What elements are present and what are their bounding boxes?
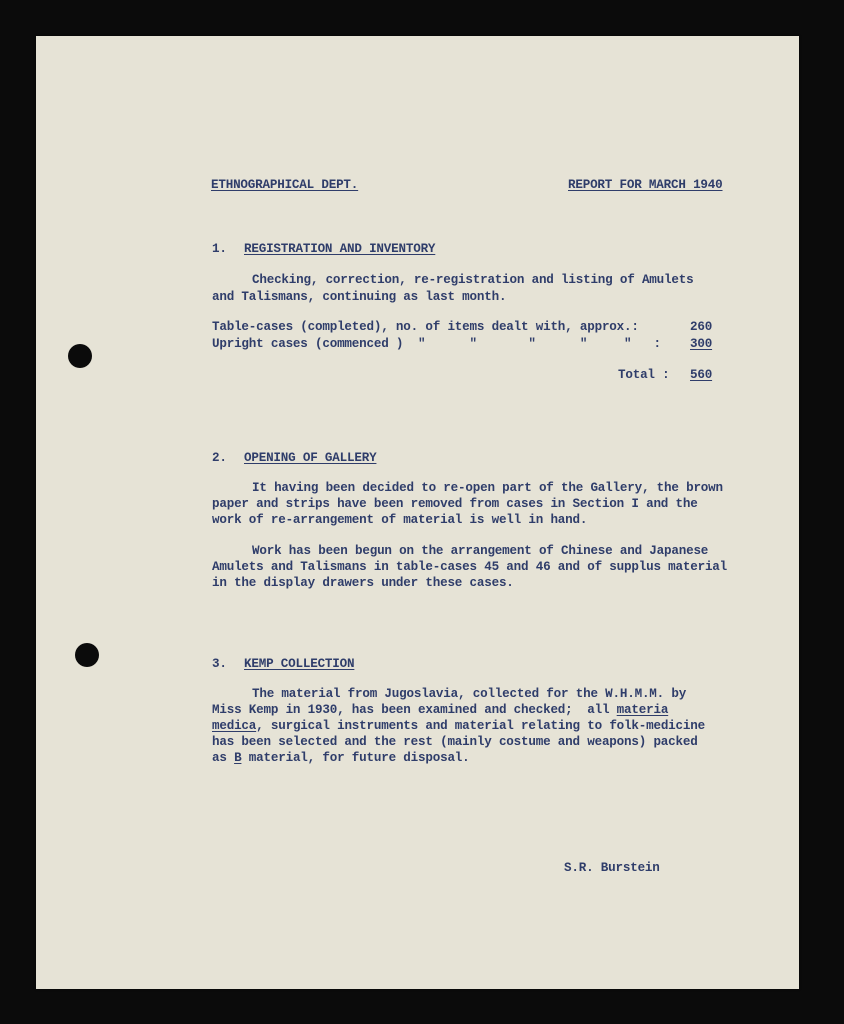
section2-p1-line2: paper and strips have been removed from cases in Section I and the <box>212 497 698 511</box>
section1-number: 1. <box>212 242 227 256</box>
signature: S.R. Burstein <box>564 861 660 875</box>
b-material-letter: B <box>234 751 242 765</box>
section2-title: OPENING OF GALLERY <box>244 451 377 465</box>
section1-para-line2: and Talismans, continuing as last month. <box>212 290 507 304</box>
medica-word: medica <box>212 719 257 733</box>
section2-number: 2. <box>212 451 227 465</box>
section1-para-line1: Checking, correction, re-registration and listing of Amulets <box>252 273 694 287</box>
report-heading: REPORT FOR MARCH 1940 <box>568 178 723 192</box>
table-cases-value: 260 <box>690 320 713 334</box>
total-label: Total : <box>618 368 670 382</box>
section2-p2-line1: Work has been begun on the arrangement of Chinese and Japanese <box>252 544 709 558</box>
section3-line5-a: as <box>212 751 235 765</box>
section3-number: 3. <box>212 657 227 671</box>
section3-line3 <box>212 718 705 734</box>
section2-p2-line3: in the display drawers under these cases. <box>212 576 514 590</box>
document-page <box>36 36 799 989</box>
section3-line5-c: material, for future disposal. <box>241 751 470 765</box>
section3-line5 <box>212 750 470 766</box>
section2-p2-line2: Amulets and Talismans in table-cases 45 and 46 and of supplus material <box>212 560 728 574</box>
section1-title: REGISTRATION AND INVENTORY <box>244 242 436 256</box>
section3-line2 <box>212 702 668 718</box>
materia-word: materia <box>616 703 669 717</box>
upright-cases-label: Upright cases (commenced ) " " " " " : <box>212 337 661 351</box>
section2-p1-line1: It having been decided to re-open part of the Gallery, the brown <box>252 481 723 495</box>
section2-p1-line3: work of re-arrangement of material is well in hand. <box>212 513 588 527</box>
dept-heading: ETHNOGRAPHICAL DEPT. <box>211 178 359 192</box>
section3-line4: has been selected and the rest (mainly costume and weapons) packed <box>212 735 698 749</box>
section3-title: KEMP COLLECTION <box>244 657 355 671</box>
section3-line3-text: , surgical instruments and material relating to folk-medicine <box>256 719 705 733</box>
table-cases-label: Table-cases (completed), no. of items dealt with, approx.: <box>212 320 639 334</box>
upright-cases-value: 300 <box>690 337 713 351</box>
section3-line1: The material from Jugoslavia, collected for the W.H.M.M. by <box>252 687 687 701</box>
section3-line2-text: Miss Kemp in 1930, has been examined and checked; all <box>212 703 617 717</box>
punch-hole-top <box>68 344 92 368</box>
punch-hole-bottom <box>75 643 99 667</box>
total-value: 560 <box>690 368 713 382</box>
